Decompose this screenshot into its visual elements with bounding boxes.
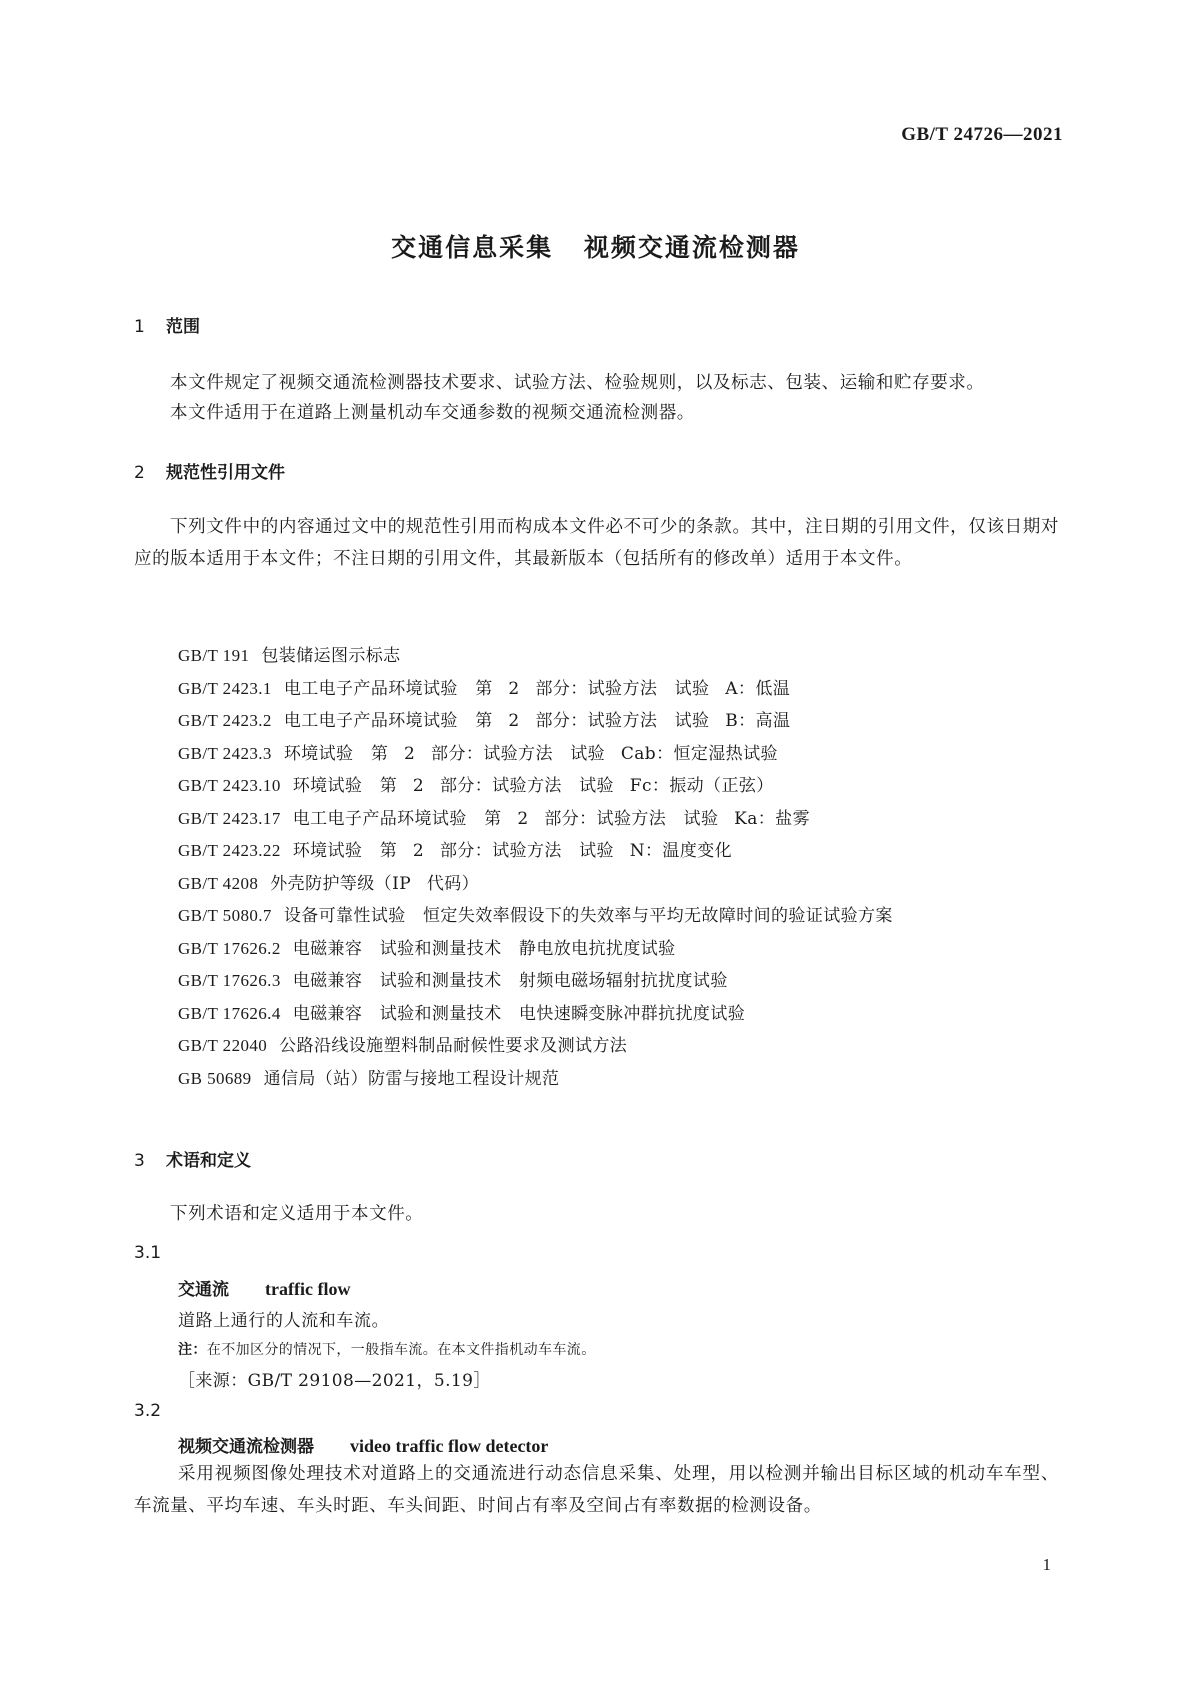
section-heading-scope (134, 312, 200, 337)
term-number: 3.1 (134, 1243, 162, 1263)
reference-name: 环境试验 第 2 部分：试验方法 试验 N：温度变化 (292, 841, 733, 861)
term-zh: 视频交通流检测器 (178, 1437, 314, 1457)
reference-name: 电磁兼容 试验和测量技术 电快速瞬变脉冲群抗扰度试验 (292, 1003, 746, 1024)
term-number: 3.2 (134, 1401, 162, 1421)
reference-code: GB/T 2423.3 (178, 743, 272, 763)
section-heading-normative-refs (134, 458, 285, 483)
reference-name: 环境试验 第 2 部分：试验方法 试验 Fc：振动（正弦） (292, 776, 774, 796)
reference-list (178, 640, 893, 1095)
reference-name: 通信局（站）防雷与接地工程设计规范 (263, 1068, 560, 1089)
reference-item (178, 1030, 893, 1063)
note-label: 注： (178, 1342, 207, 1358)
section-number: 1 (134, 317, 145, 337)
reference-name: 电工电子产品环境试验 第 2 部分：试验方法 试验 Ka：盐雾 (292, 808, 810, 829)
reference-code: GB/T 17626.4 (178, 1003, 281, 1023)
reference-code: GB/T 2423.2 (178, 711, 272, 730)
term-zh: 交通流 (178, 1280, 229, 1300)
reference-item (178, 673, 893, 706)
reference-item (178, 738, 893, 771)
reference-item (178, 803, 893, 836)
reference-item (178, 770, 893, 803)
reference-name: 外壳防护等级（IP 代码） (270, 873, 480, 894)
note-text: 在不加区分的情况下，一般指车流。在本文件指机动车车流。 (206, 1342, 596, 1358)
reference-item (178, 705, 893, 738)
reference-code: GB/T 2423.17 (178, 808, 281, 828)
reference-name: 环境试验 第 2 部分：试验方法 试验 Cab：恒定湿热试验 (283, 743, 778, 764)
term-note (178, 1339, 596, 1359)
section-heading-terms (134, 1146, 251, 1171)
reference-item (178, 900, 893, 933)
reference-code: GB/T 2423.22 (178, 841, 281, 860)
term-definition: 采用视频图像处理技术对道路上的交通流进行动态信息采集、处理，用以检测并输出目标区域的机动车车型、车流量、平均车速、车头时距、车头间距、时间占有率及空间占有率数据的检测设备。 (134, 1464, 1059, 1516)
reference-name: 电磁兼容 试验和测量技术 射频电磁场辐射抗扰度试验 (292, 971, 728, 991)
reference-item (178, 998, 893, 1031)
reference-code: GB/T 5080.7 (178, 906, 272, 925)
section-number: 2 (134, 463, 145, 483)
term-en: video traffic flow detector (350, 1436, 549, 1456)
term-heading (178, 1275, 350, 1300)
document-title: 交通信息采集 视频交通流检测器 (391, 233, 800, 262)
reference-code: GB 50689 (178, 1068, 252, 1088)
reference-item (178, 835, 893, 868)
reference-name: 包装储运图示标志 (261, 646, 401, 666)
reference-item (178, 640, 893, 673)
reference-name: 公路沿线设施塑料制品耐候性要求及测试方法 (279, 1036, 628, 1056)
reference-item (178, 1063, 893, 1096)
term-source: ［来源：GB/T 29108—2021，5.19］ (178, 1371, 491, 1391)
section-title: 范围 (166, 317, 200, 337)
reference-item (178, 868, 893, 901)
scope-paragraph-1: 本文件规定了视频交通流检测器技术要求、试验方法、检验规则，以及标志、包装、运输和贮存要求。 (170, 373, 985, 393)
reference-name: 电磁兼容 试验和测量技术 静电放电抗扰度试验 (292, 938, 676, 959)
term-definition: 道路上通行的人流和车流。 (178, 1311, 390, 1331)
reference-code: GB/T 2423.1 (178, 678, 272, 698)
section-title: 规范性引用文件 (166, 463, 285, 483)
term-heading (178, 1432, 548, 1457)
reference-code: GB/T 22040 (178, 1036, 268, 1055)
reference-item (178, 965, 893, 998)
reference-item (178, 933, 893, 966)
scope-paragraph-2: 本文件适用于在道路上测量机动车交通参数的视频交通流检测器。 (170, 403, 695, 423)
term-en: traffic flow (265, 1279, 351, 1299)
reference-code: GB/T 17626.3 (178, 971, 281, 990)
page-number: 1 (1042, 1555, 1051, 1574)
reference-code: GB/T 2423.10 (178, 776, 281, 795)
reference-code: GB/T 17626.2 (178, 938, 281, 958)
reference-name: 电工电子产品环境试验 第 2 部分：试验方法 试验 B：高温 (283, 711, 791, 731)
standard-number: GB/T 24726—2021 (901, 124, 1063, 145)
reference-name: 设备可靠性试验 恒定失效率假设下的失效率与平均无故障时间的验证试验方案 (283, 906, 893, 926)
terms-intro: 下列术语和定义适用于本文件。 (170, 1204, 424, 1224)
reference-code: GB/T 191 (178, 646, 250, 665)
section-title: 术语和定义 (166, 1151, 251, 1171)
section-number: 3 (134, 1151, 145, 1171)
normative-refs-intro: 下列文件中的内容通过文中的规范性引用而构成本文件必不可少的条款。其中，注日期的引用文件，仅该日期对应的版本适用于本文件；不注日期的引用文件，其最新版本（包括所有的修改单）适用于本文件。 (134, 517, 1059, 569)
reference-code: GB/T 4208 (178, 873, 259, 893)
reference-name: 电工电子产品环境试验 第 2 部分：试验方法 试验 A：低温 (283, 678, 791, 699)
